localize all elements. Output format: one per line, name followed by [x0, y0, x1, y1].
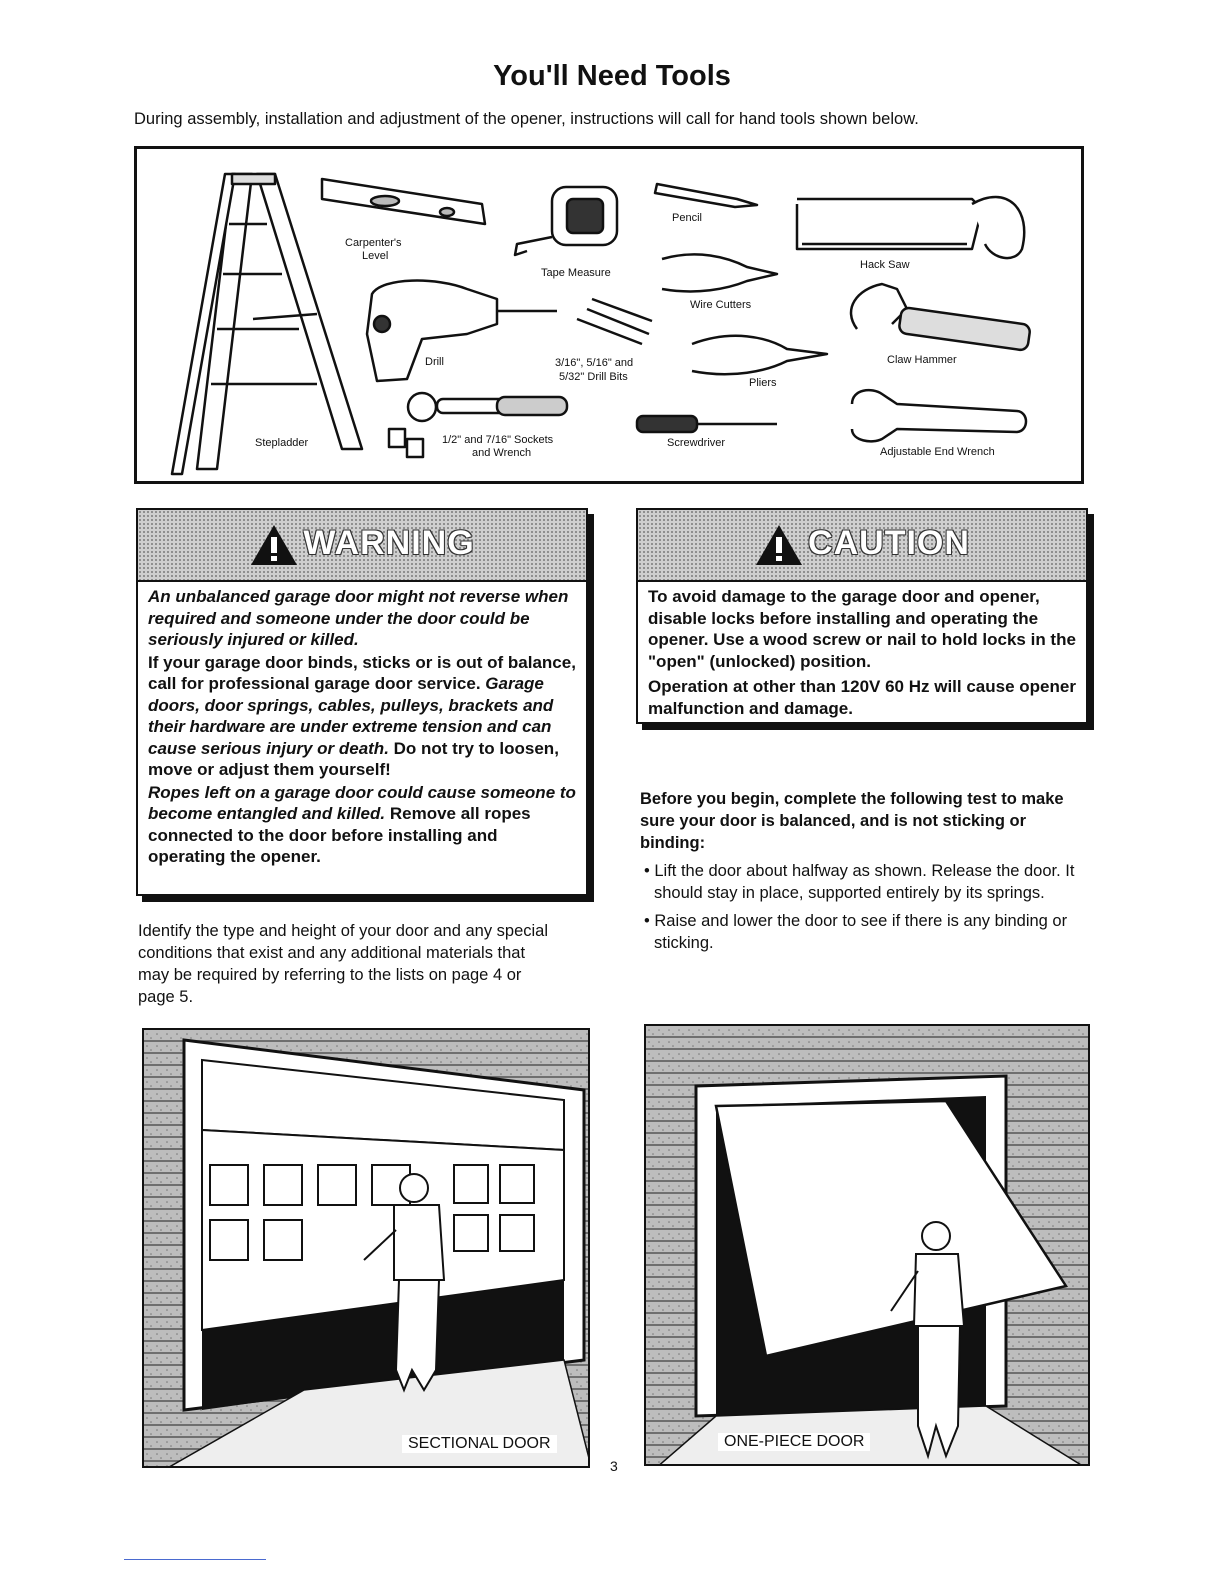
one-piece-door-drawing [646, 1026, 1090, 1466]
footer-rule [124, 1559, 266, 1560]
identify-text: Identify the type and height of your door and any special conditions that exist and any additional materials that may be required by referring to the lists on page 4 or page 5. [138, 922, 549, 1006]
caution-triangle-icon [754, 523, 804, 567]
sectional-door-caption: SECTIONAL DOOR [402, 1435, 557, 1453]
warning-para-1: An unbalanced garage door might not reverse when required and someone under the door could be seriously injured or killed. [148, 587, 569, 649]
warning-para-2b: Garage doors, door springs, cables, pulleys, brackets and their hardware are under extreme tension and can cause serious injury or death. [148, 674, 554, 758]
tool-label-tape: Tape Measure [541, 267, 611, 279]
hack-saw-icon [797, 197, 1024, 258]
tool-label-sockets-2: and Wrench [472, 447, 532, 459]
tool-label-wrench: Adjustable End Wrench [880, 446, 995, 458]
tool-label-stepladder: Stepladder [255, 437, 309, 449]
balance-test-section [640, 788, 1080, 960]
balance-test-bullet-1: • Lift the door about halfway as shown. Release the door. It should stay in place, supported entirely by its springs. [644, 862, 1075, 902]
intro-text: During assembly, installation and adjustment of the opener, instructions will call for hand tools shown below. [134, 110, 919, 128]
tool-label-drill: Drill [425, 356, 444, 368]
carpenters-level-icon [322, 179, 485, 224]
tool-label-sockets-1: 1/2" and 7/16" Sockets [442, 434, 554, 446]
claw-hammer-icon [851, 284, 1031, 351]
tool-label-level-1: Carpenter's [345, 237, 402, 249]
one-piece-door-caption: ONE-PIECE DOOR [718, 1433, 870, 1451]
tool-label-pencil: Pencil [672, 212, 702, 224]
tool-label-hacksaw: Hack Saw [860, 259, 910, 271]
warning-para-2c: Do not try to loosen, move or adjust them yourself! [148, 738, 559, 779]
tool-label-wire-cutters: Wire Cutters [690, 299, 752, 311]
tape-measure-icon [515, 187, 617, 255]
screwdriver-icon [637, 416, 777, 432]
caution-header: CAUTION [808, 523, 970, 562]
adjustable-wrench-icon [852, 390, 1026, 441]
stepladder-icon [172, 174, 362, 474]
warning-para-3 [148, 782, 578, 868]
tool-label-bits-2: 5/32" Drill Bits [559, 371, 628, 383]
pencil-icon [655, 184, 757, 207]
one-piece-door-illustration [644, 1024, 1090, 1466]
caution-para-1: To avoid damage to the garage door and opener, disable locks before installing and operating the opener. Use a wood screw or nail to hold locks in the "open" (unlocked) position. [648, 587, 1076, 671]
drill-icon [367, 281, 557, 381]
tool-label-bits-1: 3/16", 5/16" and [555, 357, 634, 369]
tool-label-hammer: Claw Hammer [887, 354, 957, 366]
sectional-door-illustration [142, 1028, 590, 1468]
tool-label-level-2: Level [362, 250, 389, 262]
balance-test-bullet-2: • Raise and lower the door to see if there is any binding or sticking. [644, 912, 1068, 952]
caution-content [648, 586, 1078, 719]
pliers-icon [692, 336, 827, 374]
warning-para-2 [148, 652, 578, 781]
tool-label-screwdriver: Screwdriver [667, 437, 726, 449]
warning-content [148, 586, 578, 868]
warning-para-3b: Remove all ropes connected to the door before installing and operating the opener. [148, 804, 531, 866]
caution-para-2: Operation at other than 120V 60 Hz will cause opener malfunction and damage. [648, 677, 1076, 718]
tool-label-pliers: Pliers [749, 377, 777, 389]
drill-bits-icon [577, 299, 652, 344]
warning-banner [138, 510, 586, 582]
balance-test-list [640, 860, 1080, 954]
page-number: 3 [610, 1458, 618, 1474]
balance-test-heading: Before you begin, complete the following test to make sure your door is balanced, and is not sticking or binding: [640, 790, 1064, 852]
caution-box [636, 508, 1088, 724]
warning-box [136, 508, 588, 896]
caution-banner [638, 510, 1086, 582]
warning-triangle-icon [249, 523, 299, 567]
wire-cutters-icon [662, 254, 777, 291]
tools-illustration-box [134, 146, 1084, 484]
warning-header: WARNING [303, 523, 475, 562]
warning-para-2a: If your garage door binds, sticks or is out of balance, call for professional garage door service. [148, 652, 576, 693]
sectional-door-drawing [144, 1030, 590, 1468]
warning-para-3a: Ropes left on a garage door could cause someone to become entangled and killed. [148, 782, 576, 823]
page-title: You'll Need Tools [493, 60, 731, 92]
